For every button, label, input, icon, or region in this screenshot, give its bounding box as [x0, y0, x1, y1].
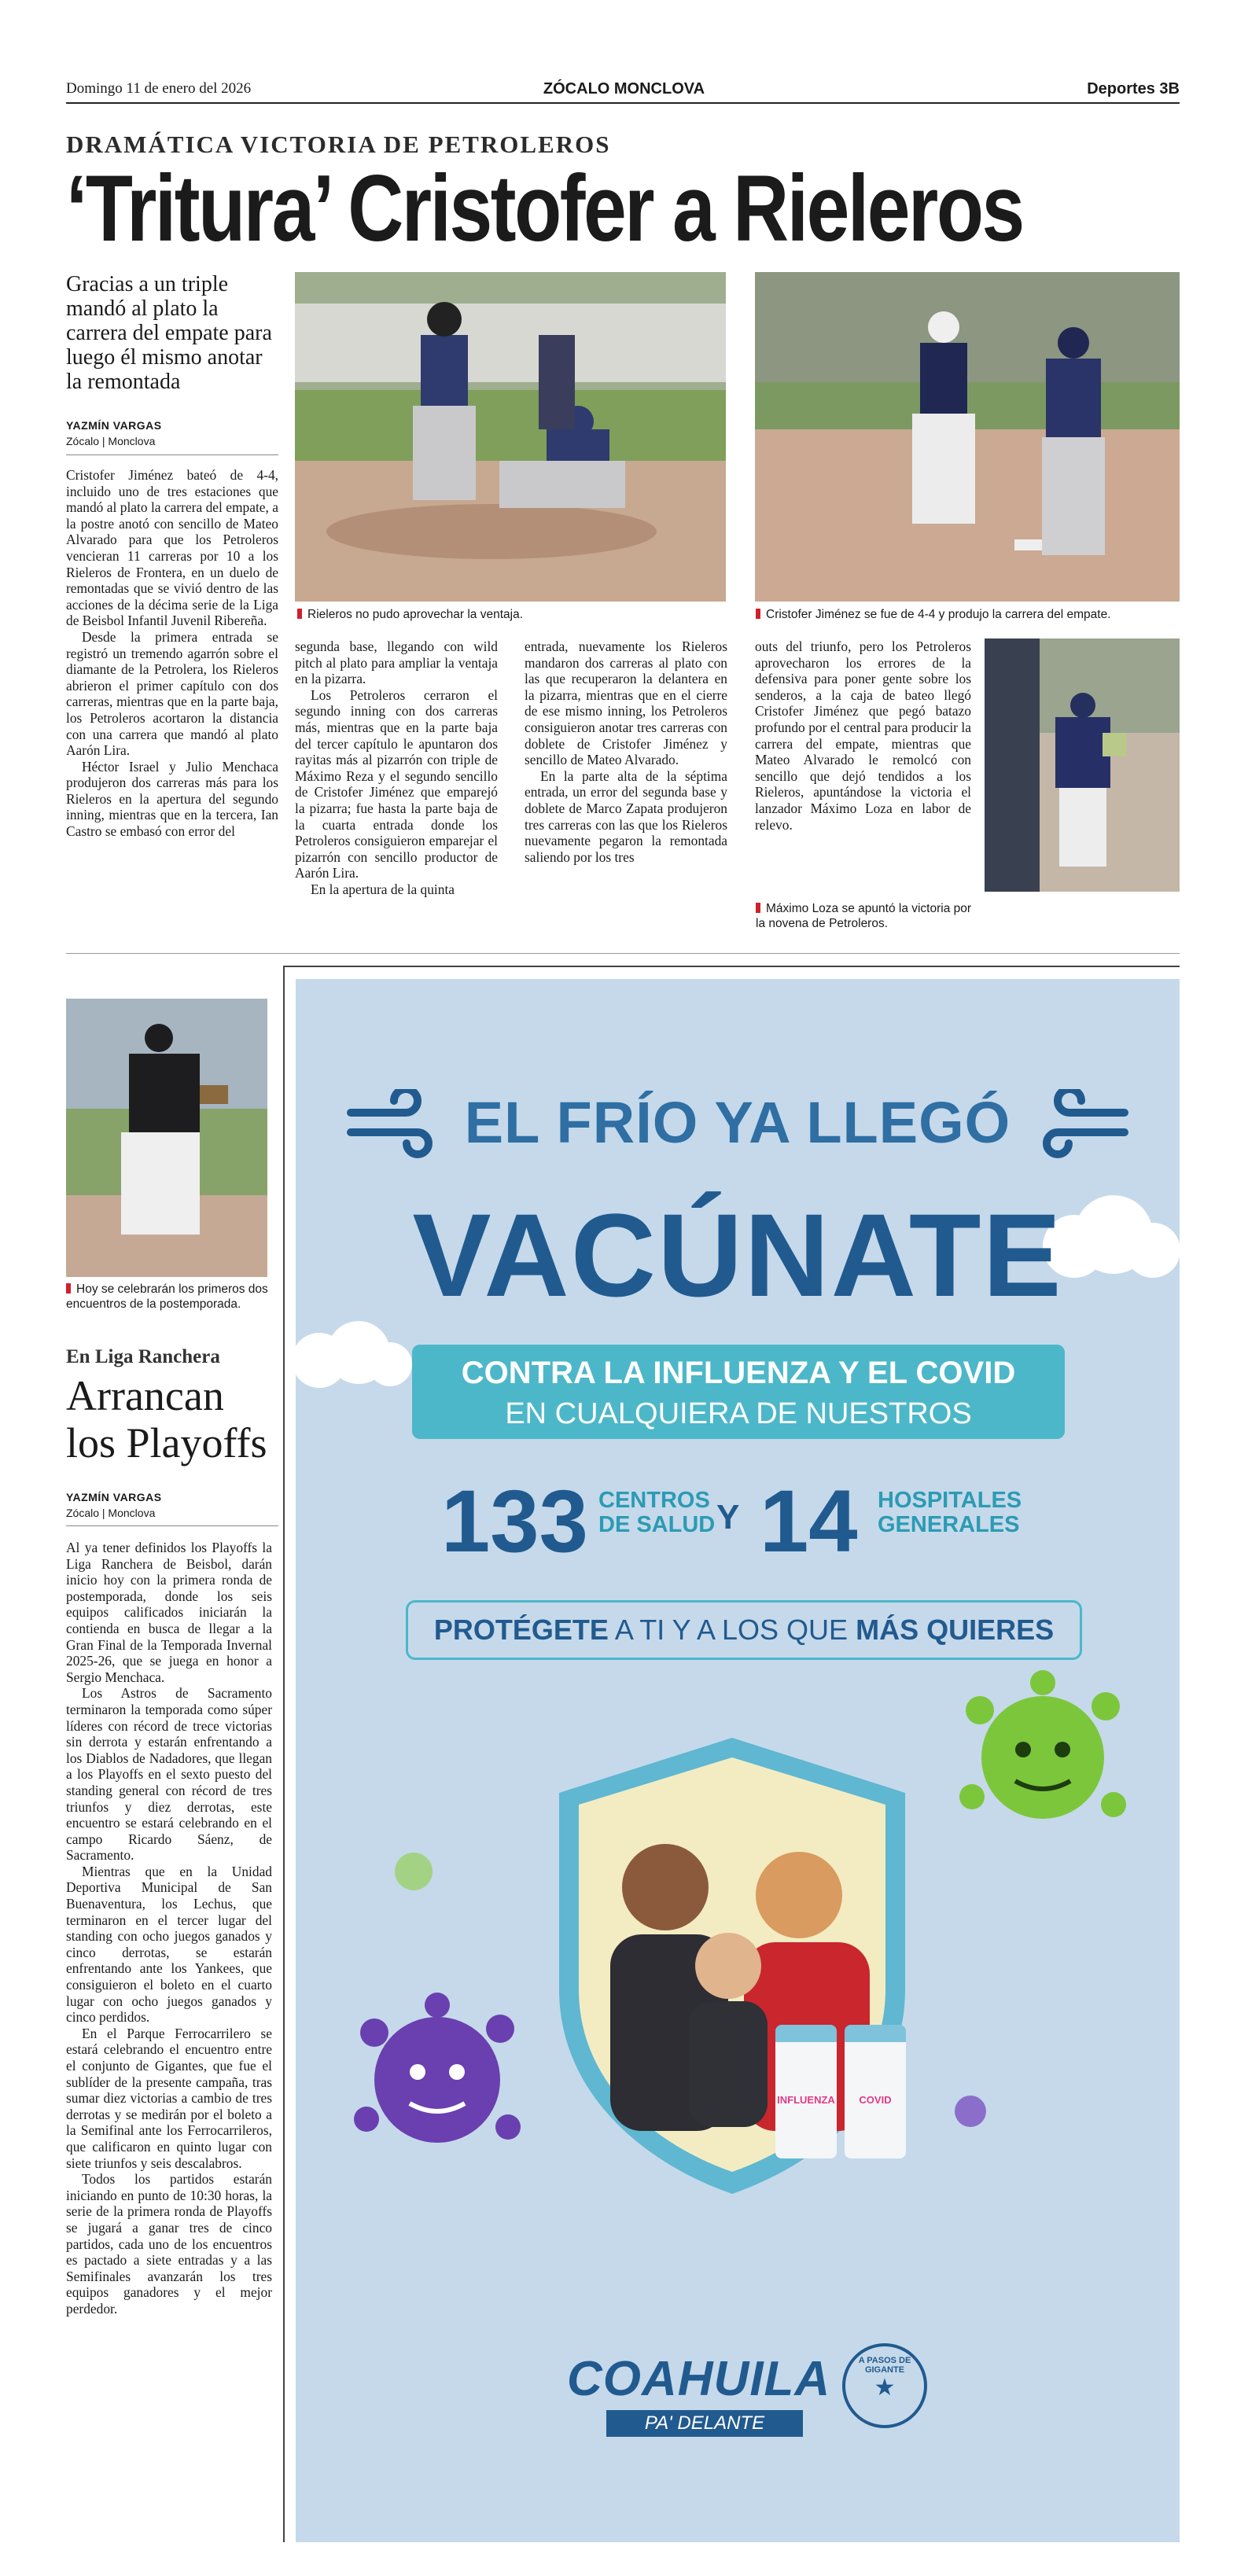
story1-headline: ‘Tritura’ Cristofer a Rieleros: [66, 156, 1023, 261]
story1-col3-p1: entrada, nuevamente los Rieleros mandaron dos carreras al plato con las que recuperaron la delantera en la pizarra, mientras que en el cierre de ese mismo inning, los Petroleros consiguieron anotar tres carreras con doblete de Cristofer Jiménez y sencillo de Mateo Alvarado.: [525, 638, 727, 768]
story2-kicker: En Liga Ranchera: [66, 1346, 220, 1367]
story1-deck: Gracias a un triple mandó al plato la carrera del empate para luego él mismo anotar la remontada: [66, 272, 272, 394]
story1-col1-p1: Cristofer Jiménez bateó de 4-4, incluido uno de tres estaciones que mandó al plato la carrera del empate, a la postre anotó con sencillo de Mateo Alvarado para que los Petroleros vencieran 11 carreras por 10 a los Rieleros de Frontera, en un duelo de remontadas que se vivió dentro de las acciones de la décima serie de la Liga de Beisbol Infantil Juvenil Ribereña.: [66, 467, 278, 629]
ad-conj: Y: [716, 1498, 740, 1536]
story2-p2: Los Astros de Sacramento terminaron la temporada como súper líderes con récord de trece victorias sin derrota y estarán enfrentando a los Diablos de Nadadores, que llegan a los Playoffs en el sexto puesto del standing general con récord de tres triunfos y diez derrotas, este encuentro se estará celebrando en el campo Ricardo Sáenz, de Sacramento.: [66, 1685, 272, 1864]
story2-p5: Todos los partidos estarán iniciando en punto de 10:30 horas, la serie de la primera ronda de Playoffs se jugará a ganar tres de cinco partidos, cada uno de los encuentros es pactado a siete entradas y a las Semifinales avanzarán los tres equipos ganadores y el mejor perdedor.: [66, 2171, 272, 2317]
story2-affiliation: Zócalo | Monclova: [66, 1507, 156, 1519]
photo4-caption: [66, 1282, 272, 1312]
story2-p1: Al ya tener definidos los Playoffs la Liga Ranchera de Beisbol, darán inicio hoy con la primera ronda de postemporada, donde los seis equipos calificados iniciarán la contienda en busca de llegar a la Gran Final de la Temporada Invernal 2025-26, que se juega en honor a Sergio Menchaca.: [66, 1540, 272, 1685]
seal-star-icon: ★: [874, 2375, 896, 2401]
story1-kicker: DRAMÁTICA VICTORIA DE PETROLEROS: [66, 131, 611, 158]
ad-label-hospitales: [878, 1489, 1022, 1537]
ad-label-centros-a: CENTROS: [598, 1488, 710, 1513]
ad-label-centros: [598, 1489, 715, 1537]
ad-protect-a: PROTÉGETE: [433, 1614, 609, 1646]
ad-num-hospitales: 14: [760, 1472, 858, 1570]
cloud-icon-left: [296, 1317, 414, 1388]
photo2-caption-text: Cristofer Jiménez se fue de 4-4 y produjo la carrera del empate.: [766, 608, 1111, 621]
vial-influenza-icon: [775, 2025, 837, 2158]
ad-line1: EL FRÍO YA LLEGÓ: [464, 1090, 1011, 1155]
vial-influenza-label: INFLUENZA: [777, 2094, 835, 2106]
small-purple-virus-icon: [947, 2088, 994, 2135]
ad-label-centros-b: DE SALUD: [598, 1512, 716, 1537]
ad-line2: VACÚNATE: [412, 1189, 1063, 1321]
story1-col1-p3: Héctor Israel y Julio Menchaca produjeron dos carreras más para los Rieleros en la apertura del segundo inning, mientras que en la tercera, Ian Castro se embasó con error del: [66, 758, 278, 840]
story1-col2-p2: Los Petroleros cerraron el segundo inning con dos carreras más, mientras que en la parte baja del tercer capítulo le apuntaron dos rayitas más al pizarrón con triple de Máximo Reza y el segundo sencillo de Cristofer Jiménez que emparejó la pizarra; fue hasta la parte baja de la cuarta entrada donde los Petroleros consiguieron emparejar el pizarrón con sencillo productor de Aarón Lira.: [295, 686, 498, 881]
story1-column-1: [66, 467, 278, 840]
photo-maximo-loza: [985, 638, 1180, 892]
story2-headline: Arrancan los Playoffs: [66, 1372, 267, 1466]
top-rule: [66, 102, 1180, 104]
ad-band-line1: CONTRA LA INFLUENZA Y EL COVID: [461, 1356, 1016, 1390]
ad-protect-c: MÁS QUIERES: [856, 1614, 1055, 1646]
story1-col3-p2: En la parte alta de la séptima entrada, un error del segunda base y doblete de Marco Zapata produjeron tres carreras con las que los Rieleros nuevamente pegaron la remontada saliendo por los tres: [525, 767, 727, 865]
green-virus-icon: [948, 1663, 1137, 1844]
photo-cristofer-base: [755, 272, 1180, 602]
ad-label-hospitales-b: GENERALES: [878, 1512, 1020, 1537]
story2-byline-rule: [66, 1525, 278, 1526]
story1-col4-p1: outs del triunfo, pero los Petroleros aprovecharon los errores de la defensiva para poner gente sobre los senderos, a la caja de bateo llegó Cristofer Jiménez que pegó batazo profundo por el central para producir la carrera del empate, mientras que Mateo Alvarado le remolcó con sencillo que dejó tendidos a los Rieleros, apuntándose la victoria el lanzador Máximo Loza en labor de relevo.: [755, 638, 971, 833]
small-green-virus-icon: [386, 1844, 441, 1899]
story2-p4: En el Parque Ferrocarrilero se estará celebrando el encuentro entre el conjunto de Gigantes, que fue el sublíder de la presente campaña, tras sumar diez victorias a cambio de tres derrotas y se medirán por el boleto a la Semifinal ante los Ferrocarrileros, que calificaron en quinto lugar con siete triunfos y seis descalabros.: [66, 2025, 272, 2171]
story2-p3: Mientras que en la Unidad Deportiva Municipal de San Buenaventura, los Lechus, que terminaron en el tercer lugar del standing con ocho juegos ganados y cinco derrotas, se estarán enfrentando ante los Yankees, que consiguieron el boleto en el cuarto lugar con ocho juegos ganados y cinco perdidos.: [66, 1863, 272, 2026]
story1-byline: YAZMÍN VARGAS: [66, 419, 162, 432]
story1-byline-rule: [66, 454, 278, 455]
story2-byline: YAZMÍN VARGAS: [66, 1491, 162, 1503]
section-divider: [66, 953, 1180, 954]
vial-covid-icon: [845, 2025, 906, 2158]
folio-section: Deportes 3B: [1087, 80, 1180, 98]
story1-affiliation: Zócalo | Monclova: [66, 435, 156, 447]
photo3-caption-text: Máximo Loza se apuntó la victoria por la novena de Petroleros.: [756, 902, 972, 930]
story1-col1-p2: Desde la primera entrada se registró un tremendo agarrón sobre el diamante de la Petrolera, los Rieleros abrieron el primer capítulo con dos carreras, mientras que en la parte baja, los Petroleros acortaron la distancia con una carrera que mandó al plato Aarón Lira.: [66, 628, 278, 759]
story2-column: [66, 1540, 272, 2317]
story1-column-2: [295, 638, 498, 898]
ad-protect-b: A TI Y A LOS QUE: [614, 1614, 849, 1646]
photo-rieleros-play: [295, 272, 726, 602]
ad-protect-pill: [406, 1600, 1082, 1660]
story1-column-4: [755, 638, 971, 833]
ad-band-line2: EN CUALQUIERA DE NUESTROS: [505, 1397, 972, 1430]
story1-col2-p1: segunda base, llegando con wild pitch al plato para ampliar la ventaja en la pizarra.: [295, 638, 498, 687]
vial-covid-label: COVID: [859, 2094, 892, 2106]
ad-num-centros: 133: [441, 1472, 588, 1570]
vaccination-ad: [296, 979, 1180, 2542]
purple-virus-icon: [343, 1985, 532, 2166]
story1-col2-p3: En la apertura de la quinta: [311, 881, 455, 897]
photo2-caption: [756, 607, 1180, 622]
folio-paper: ZÓCALO MONCLOVA: [543, 80, 705, 98]
photo4-caption-text: Hoy se celebrarán los primeros dos encuentros de la postemporada.: [66, 1282, 268, 1311]
photo-ranchera-pitcher: [66, 999, 267, 1277]
ad-label-hospitales-a: HOSPITALES: [878, 1488, 1022, 1513]
photo3-caption: [756, 901, 984, 931]
coahuila-logo-sub: PA' DELANTE: [606, 2410, 803, 2437]
seal-a-pasos-de-gigante: [842, 2343, 927, 2428]
coahuila-logo: COAHUILA: [567, 2352, 831, 2406]
ad-band: [412, 1345, 1065, 1439]
photo1-caption-text: Rieleros no pudo aprovechar la ventaja.: [307, 608, 524, 621]
story1-column-3: [525, 638, 727, 865]
photo1-caption: [297, 607, 722, 622]
seal-text: A PASOS DE GIGANTE: [858, 2356, 911, 2375]
folio-date: Domingo 11 de enero del 2026: [66, 80, 252, 97]
